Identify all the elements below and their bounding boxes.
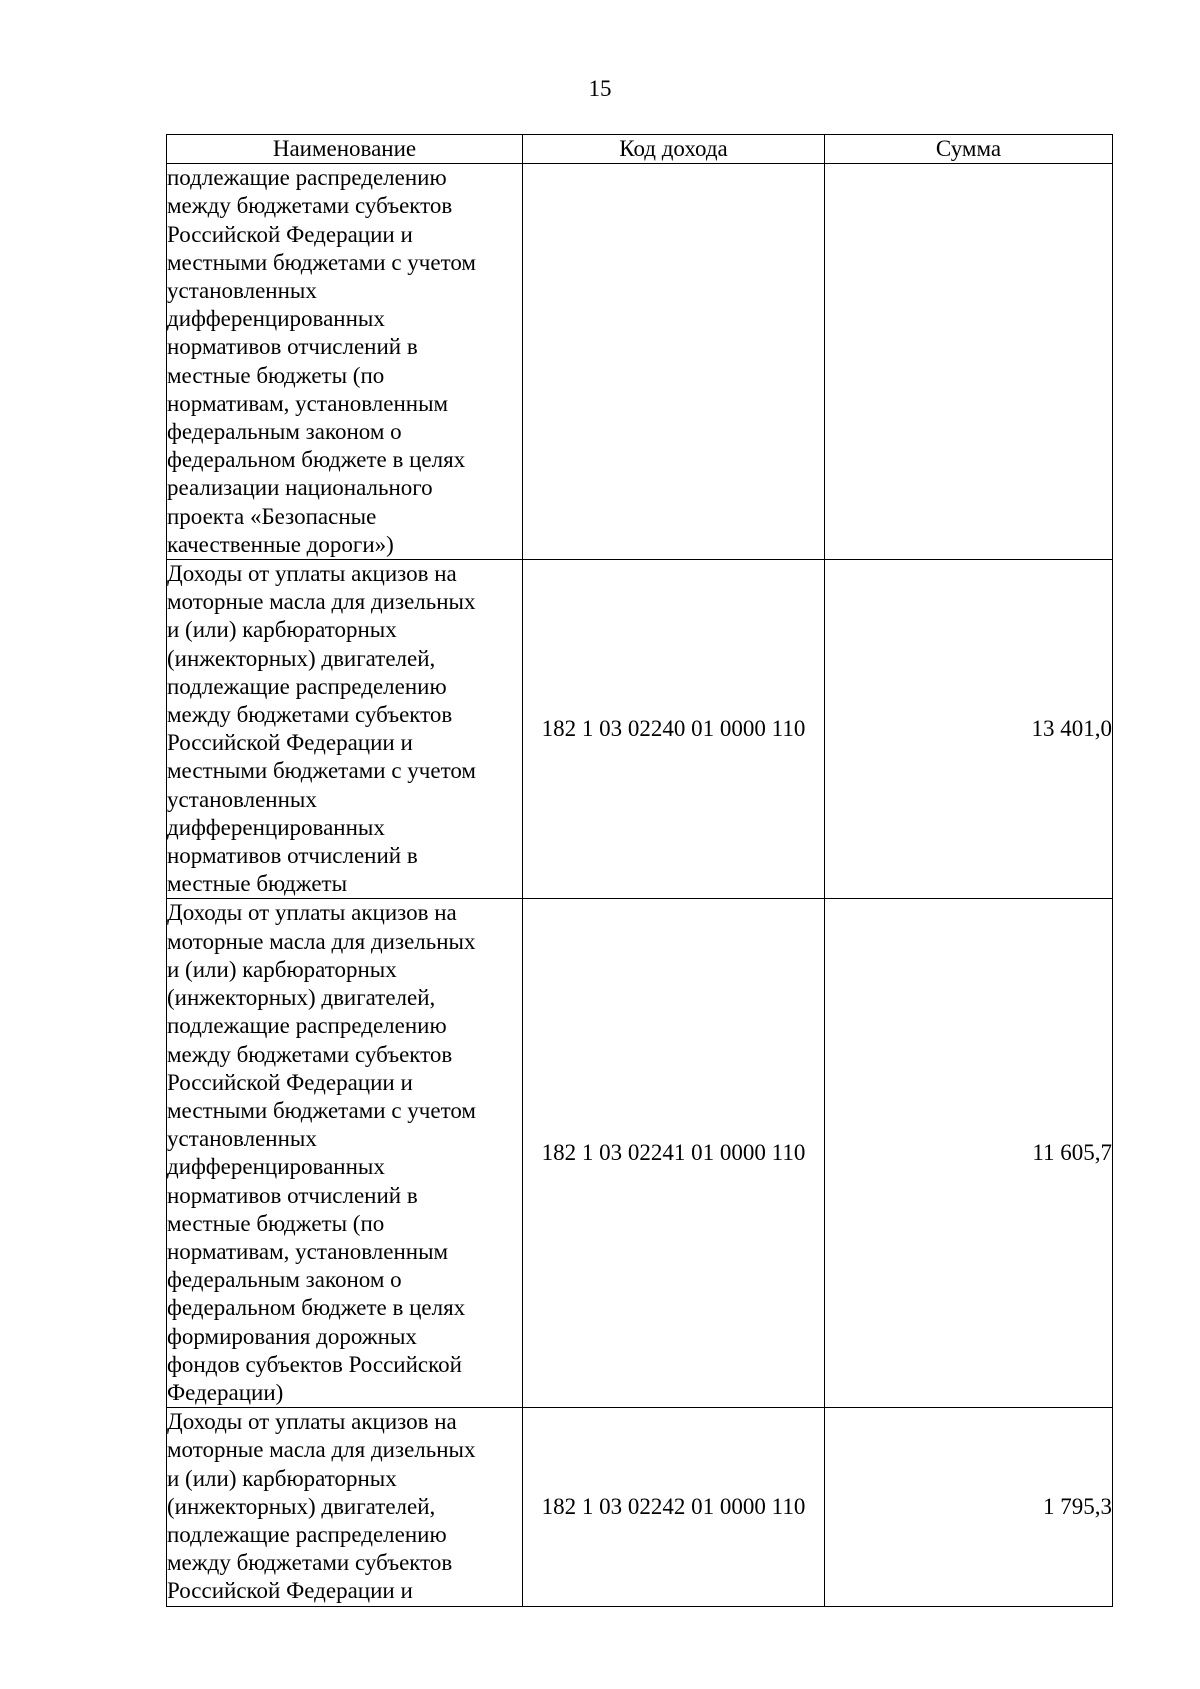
table-row — [167, 164, 1113, 560]
table-row — [167, 1408, 1113, 1606]
row-sum — [825, 164, 1113, 560]
row-code — [523, 164, 825, 560]
row-sum: 11 605,7 — [825, 899, 1113, 1408]
header-code: Код дохода — [523, 135, 825, 164]
row-name: подлежащие распределению между бюджетами субъектов Российской Федерации и местными бюджетами с учетом установленных дифференцированных нормативов отчислений в местные бюджеты (по нормативам, установленным федеральным законом о федеральном бюджете в целях реализации национального проекта «Безопасные качественные дороги») — [167, 164, 523, 560]
header-name: Наименование — [167, 135, 523, 164]
table-row — [167, 899, 1113, 1408]
row-name: Доходы от уплаты акцизов на моторные масла для дизельных и (или) карбюраторных (инжекторных) двигателей, подлежащие распределению между бюджетами субъектов Российской Федерации и местными бюджетами с учетом установленных дифференцированных нормативов отчислений в местные бюджеты (по нормативам, установленным федеральным законом о федеральном бюджете в целях формирования дорожных фондов субъектов Российской Федерации) — [167, 899, 523, 1408]
header-sum: Сумма — [825, 135, 1113, 164]
row-code: 182 1 03 02240 01 0000 110 — [523, 560, 825, 899]
revenue-table — [166, 134, 1113, 1607]
row-sum: 13 401,0 — [825, 560, 1113, 899]
row-name: Доходы от уплаты акцизов на моторные масла для дизельных и (или) карбюраторных (инжекторных) двигателей, подлежащие распределению между бюджетами субъектов Российской Федерации и — [167, 1408, 523, 1606]
row-sum: 1 795,3 — [825, 1408, 1113, 1606]
table-row — [167, 560, 1113, 899]
row-code: 182 1 03 02241 01 0000 110 — [523, 899, 825, 1408]
row-name: Доходы от уплаты акцизов на моторные масла для дизельных и (или) карбюраторных (инжекторных) двигателей, подлежащие распределению между бюджетами субъектов Российской Федерации и местными бюджетами с учетом установленных дифференцированных нормативов отчислений в местные бюджеты — [167, 560, 523, 899]
table-header-row — [167, 135, 1113, 164]
page-number: 15 — [588, 76, 612, 101]
row-code: 182 1 03 02242 01 0000 110 — [523, 1408, 825, 1606]
